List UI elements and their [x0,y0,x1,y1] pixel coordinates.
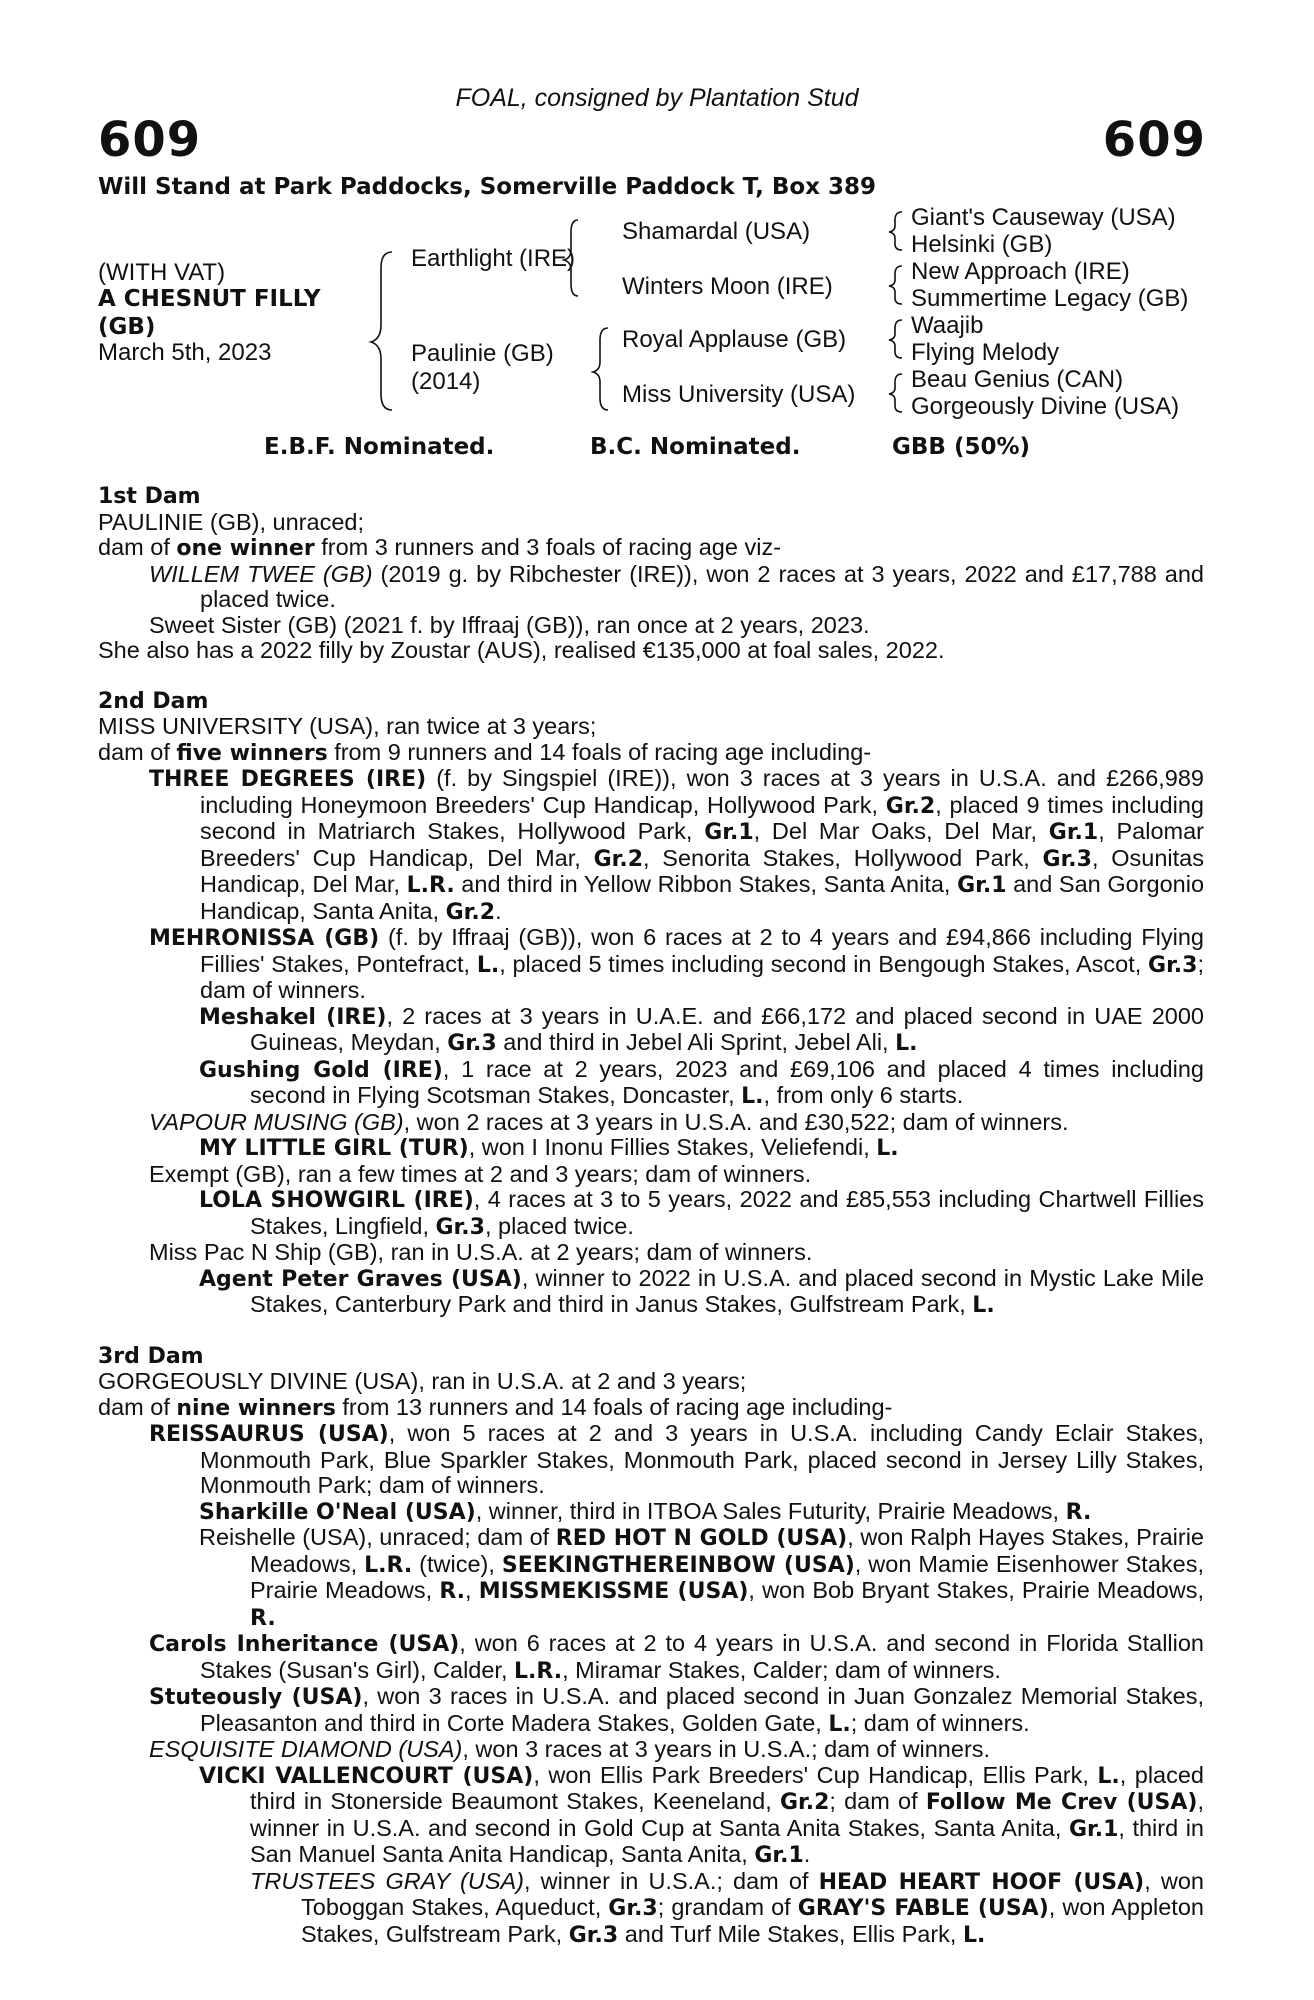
list-item: WILLEM TWEE (GB) (2019 g. by Ribchester (IRE)), won 2 races at 3 years, 2022 and £17,788 and placed twice. [149,560,1204,612]
brace-ds [889,320,902,358]
vat-label: (WITH VAT) [98,259,226,286]
ebf-nominated: E.B.F. Nominated. [264,434,495,460]
lot-number-left: 609 [98,112,202,168]
sire-sire: Shamardal (USA) [622,218,811,245]
gg-dsd: Flying Melody [911,339,1060,366]
gg-ddd: Gorgeously Divine (USA) [911,393,1180,420]
list-item: Sweet Sister (GB) (2021 f. by Iffraaj (GB)), ran once at 2 years, 2023. [149,611,870,638]
first-dam-line: PAULINIE (GB), unraced; [98,508,364,535]
list-item: Meshakel (IRE), 2 races at 3 years in U.A.E. and £66,172 and placed second in UAE 2000 Guineas, Meydan, Gr.3 and third in Jebel Ali Sprint, Jebel Ali, L. [199,1002,1204,1056]
horse-name: A CHESNUT FILLY [98,286,321,312]
list-item: Sharkille O'Neal (USA), winner, third in ITBOA Sales Futurity, Prairie Meadows, R. [199,1497,1092,1525]
second-dam-heading: 2nd Dam [98,688,209,714]
gg-sss: Giant's Causeway (USA) [911,204,1176,231]
first-dam-summary: dam of one winner from 3 runners and 3 foals of racing age viz- [98,534,782,561]
list-item: REISSAURUS (USA), won 5 races at 2 and 3 years in U.S.A. including Candy Eclair Stakes, Monmouth Park, Blue Sparkler Stakes, Monmouth Park, placed second in Jersey Lilly Stakes, Monmouth Park; dam of winners. [149,1420,1204,1498]
lot-number-right: 609 [1102,112,1206,168]
list-item: Stuteously (USA), won 3 races in U.S.A. and placed second in Juan Gonzalez Memorial Stakes, Pleasanton and third in Corte Madera Stakes, Golden Gate, L.; dam of winners. [149,1683,1204,1737]
second-dam-line: MISS UNIVERSITY (USA), ran twice at 3 years; [98,713,597,739]
sire-dam: Winters Moon (IRE) [622,273,833,300]
gg-ssd: Helsinki (GB) [911,231,1053,258]
gg-sdd: Summertime Legacy (GB) [911,285,1189,312]
sire: Earthlight (IRE) [411,245,576,272]
list-item: VAPOUR MUSING (GB), won 2 races at 3 years in U.S.A. and £30,522; dam of winners. [149,1108,1069,1135]
dam: Paulinie (GB) [411,340,554,367]
horse-country: (GB) [98,314,156,340]
gbb-percent: GBB (50%) [892,434,1031,460]
list-item: Gushing Gold (IRE), 1 race at 2 years, 2023 and £69,106 and placed 4 times including second in Flying Scotsman Stakes, Doncaster, L., from only 6 starts. [199,1055,1204,1109]
third-dam-summary: dam of nine winners from 13 runners and 14 foals of racing age including- [98,1393,893,1421]
dam-year: (2014) [411,368,481,395]
consignor-line: FOAL, consigned by Plantation Stud [455,84,859,112]
dam-dam: Miss University (USA) [622,381,856,408]
list-item: MEHRONISSA (GB) (f. by Iffraaj (GB)), won 6 races at 2 to 4 years and £94,866 including Flying Fillies' Stakes, Pontefract, L., placed 5 times including second in Bengough Stakes, Ascot, Gr.3; dam of winners. [149,924,1204,1003]
list-item: Carols Inheritance (USA), won 6 races at 2 to 4 years in U.S.A. and second in Florida Stallion Stakes (Susan's Girl), Calder, L.R., Miramar Stakes, Calder; dam of winners. [149,1630,1205,1684]
list-item: Exempt (GB), ran a few times at 2 and 3 years; dam of winners. [149,1160,812,1187]
second-dam-summary: dam of five winners from 9 runners and 14 foals of racing age including- [98,738,872,766]
third-dam-line: GORGEOUSLY DIVINE (USA), ran in U.S.A. at 2 and 3 years; [98,1368,747,1394]
list-item: LOLA SHOWGIRL (IRE), 4 races at 3 to 5 years, 2022 and £85,553 including Chartwell Fillies Stakes, Lingfield, Gr.3, placed twice. [199,1186,1204,1240]
brace-sd [889,266,902,304]
bc-nominated: B.C. Nominated. [590,434,801,460]
brace-dd [889,374,902,412]
stand-location: Will Stand at Park Paddocks, Somerville Paddock T, Box 389 [98,174,877,200]
gg-dds: Beau Genius (CAN) [911,366,1124,393]
gg-dss: Waajib [911,312,984,339]
first-dam-heading: 1st Dam [98,484,201,509]
list-item: Reishelle (USA), unraced; dam of RED HOT N GOLD (USA), won Ralph Hayes Stakes, Prairie Meadows, L.R. (twice), SEEKINGTHEREINBOW (USA), won Mamie Eisenhower Stakes, Prairie Meadows, R., MISSMEKISSME (USA), won Bob Bryant Stakes, Prairie Meadows, R. [199,1524,1205,1631]
horse-dob: March 5th, 2023 [98,339,272,366]
dam-sire: Royal Applause (GB) [622,326,847,353]
brace-ss [889,212,902,250]
list-item: MY LITTLE GIRL (TUR), won I Inonu Fillies Stakes, Veliefendi, L. [199,1134,899,1161]
list-item: THREE DEGREES (IRE) (f. by Singspiel (IRE)), won 3 races at 3 years in U.S.A. and £266,989 including Honeymoon Breeders' Cup Handicap, Hollywood Park, Gr.2, placed 9 times including second in Matriarch Stakes, Hollywood Park, Gr.1, Del Mar Oaks, Del Mar, Gr.1, Palomar Breeders' Cup Handicap, Del Mar, Gr.2, Senorita Stakes, Hollywood Park, Gr.3, Osunitas Handicap, Del Mar, L.R. and third in Yellow Ribbon Stakes, Santa Anita, Gr.1 and San Gorgonio Handicap, Santa Anita, Gr.2. [149,765,1205,925]
first-dam-note: She also has a 2022 filly by Zoustar (AUS), realised €135,000 at foal sales, 2022. [98,637,945,663]
brace-dam [593,328,608,410]
list-item: Agent Peter Graves (USA), winner to 2022 in U.S.A. and placed second in Mystic Lake Mile Stakes, Canterbury Park and third in Janus Stakes, Gulfstream Park, L. [199,1264,1205,1318]
list-item: VICKI VALLENCOURT (USA), won Ellis Park Breeders' Cup Handicap, Ellis Park, L., placed third in Stonerside Beaumont Stakes, Keeneland, Gr.2; dam of Follow Me Crev (USA), winner in U.S.A. and second in Gold Cup at Santa Anita Stakes, Santa Anita, Gr.1, third in San Manuel Santa Anita Handicap, Santa Anita, Gr.1. [199,1761,1205,1868]
brace-main [371,252,392,410]
gg-sds: New Approach (IRE) [911,258,1130,285]
list-item: ESQUISITE DIAMOND (USA), won 3 races at 3 years in U.S.A.; dam of winners. [149,1736,991,1762]
list-item: TRUSTEES GRAY (USA), winner in U.S.A.; dam of HEAD HEART HOOF (USA), won Toboggan Stakes, Aqueduct, Gr.3; grandam of GRAY'S FABLE (USA), won Appleton Stakes, Gulfstream Park, Gr.3 and Turf Mile Stakes, Ellis Park, L. [250,1867,1204,1948]
list-item: Miss Pac N Ship (GB), ran in U.S.A. at 2 years; dam of winners. [149,1239,813,1265]
produce-record [98,484,1204,1948]
third-dam-heading: 3rd Dam [98,1343,204,1369]
